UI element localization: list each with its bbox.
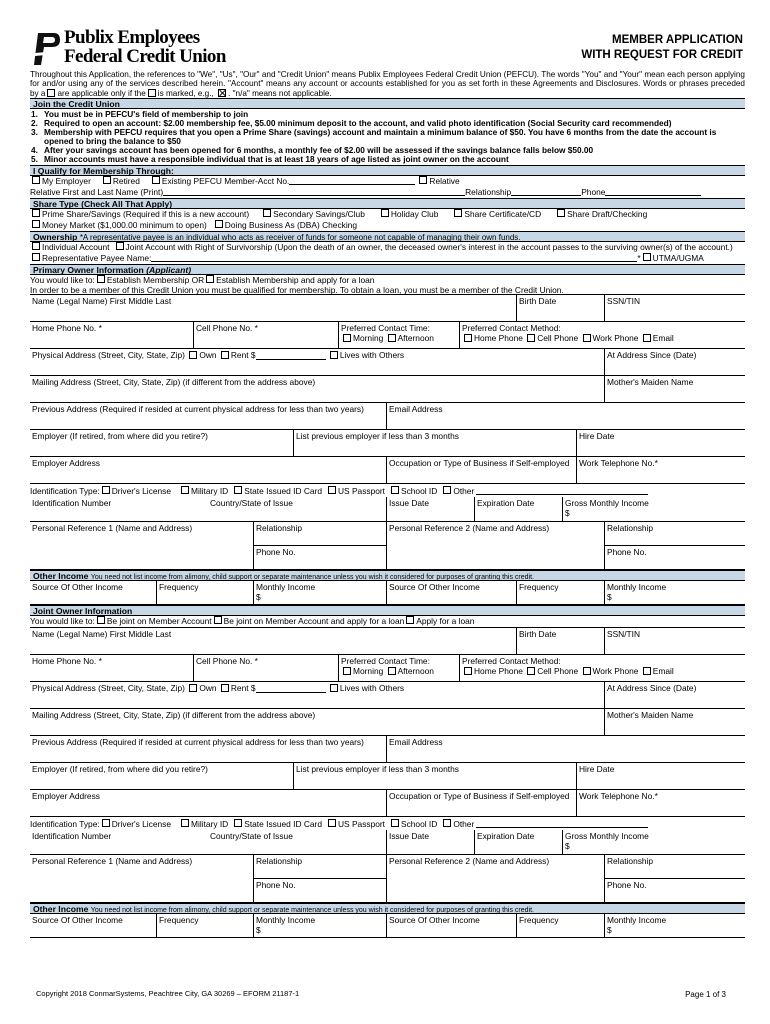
reference-1-field[interactable]: Personal Reference 1 (Name and Address): [32, 856, 193, 867]
other-income-grid-joint: [30, 914, 745, 938]
intro-text-3: is marked, e.g.,: [157, 88, 214, 98]
country-state-field[interactable]: Country/State of Issue: [210, 831, 293, 842]
utma-checkbox[interactable]: [643, 253, 651, 261]
employer-field[interactable]: Employer (If retired, from where did you retire?): [32, 764, 208, 775]
school-id-checkbox[interactable]: [391, 819, 399, 827]
frequency-field[interactable]: Frequency: [516, 581, 604, 604]
relative-name-field[interactable]: [163, 187, 465, 196]
passport-checkbox[interactable]: [328, 819, 336, 827]
source-income-field[interactable]: Source Of Other Income: [32, 582, 123, 593]
ownership-note: *A representative payee is an individual who acts as receiver of funds for someone not capable of managing their own funds.: [79, 233, 521, 243]
share-draft-label: Share Draft/Checking: [567, 209, 648, 220]
id-type-row: Identification Type: Driver's License Military ID State Issued ID Card US Passport School ID Other: [30, 486, 745, 497]
previous-address-field[interactable]: Previous Address (Required if resided at current physical address for less than two years): [32, 404, 364, 415]
email-address-field[interactable]: Email Address: [386, 736, 745, 762]
secondary-savings-checkbox[interactable]: [263, 209, 271, 217]
employer-address-row: [30, 457, 745, 484]
other-id-field[interactable]: [476, 819, 648, 828]
own-checkbox[interactable]: [189, 684, 197, 692]
physical-address-field[interactable]: Physical Address (Street, City, State, Zip) Own Rent $ Lives with Others: [32, 683, 405, 694]
home-phone-field[interactable]: Home Phone No. *: [32, 323, 102, 334]
cell-phone-field[interactable]: Cell Phone No. *: [193, 322, 338, 348]
relative-label: Relative: [429, 176, 460, 187]
ssn-field[interactable]: SSN/TIN: [604, 295, 745, 321]
physical-row: [30, 682, 745, 709]
id-number-field[interactable]: Identification Number: [32, 498, 112, 509]
section-other-income: Other Income You need not list income from alimony, child support or separate maintenance unless you wish it considered for purposes of granting this credit.: [30, 570, 745, 581]
reference-2-phone-field[interactable]: Phone No.: [607, 880, 647, 891]
id-number-field[interactable]: Identification Number: [32, 831, 112, 842]
reference-1-phone-field[interactable]: Phone No.: [256, 547, 296, 558]
prime-share-checkbox[interactable]: [32, 209, 40, 217]
existing-member-label: Existing PEFCU Member-Acct No.: [161, 176, 290, 187]
lives-with-checkbox[interactable]: [330, 684, 338, 692]
joint-and-loan-checkbox[interactable]: [214, 616, 222, 624]
employer-row: [30, 430, 745, 457]
share-row-1: [30, 209, 745, 220]
previous-row: [30, 403, 745, 430]
morning-checkbox[interactable]: [343, 334, 351, 342]
mailing-row: [30, 709, 745, 736]
physical-address-field[interactable]: Physical Address (Street, City, State, Zip) Own Rent $ Lives with Others: [32, 350, 405, 361]
contact-time-field: Preferred Contact Time: Morning Afternoon: [338, 322, 459, 348]
frequency-field[interactable]: Frequency: [156, 914, 253, 937]
holiday-club-checkbox[interactable]: [381, 209, 389, 217]
ownership-row-2: [30, 253, 745, 264]
ownership-row-1: [30, 242, 745, 253]
primary-would-like-row: You would like to: Establish Membership OR Establish Membership and apply for a loan: [30, 275, 375, 286]
reference-1-details: [253, 855, 386, 902]
source-income-field[interactable]: Source Of Other Income: [32, 915, 123, 926]
work-phone-field[interactable]: Work Telephone No.*: [576, 457, 745, 483]
drivers-license-checkbox[interactable]: [102, 819, 110, 827]
frequency-field[interactable]: Frequency: [516, 914, 604, 937]
individual-account-checkbox[interactable]: [32, 242, 40, 250]
logo-line-1: Publix Employees: [64, 27, 200, 48]
page-number: Page 1 of 3: [685, 990, 726, 999]
section-primary-owner: Primary Owner Information (Applicant): [30, 264, 745, 275]
email-checkbox[interactable]: [643, 667, 651, 675]
passport-checkbox[interactable]: [328, 486, 336, 494]
section-other-income-joint: Other Income You need not list income from alimony, child support or separate maintenance unless you wish it considered for purposes of granting this credit.: [30, 903, 745, 914]
work-phone-field[interactable]: Work Telephone No.*: [576, 790, 745, 816]
military-id-checkbox[interactable]: [181, 819, 189, 827]
money-market-label: Money Market ($1,000.00 minimum to open): [42, 220, 207, 231]
retired-label: Retired: [112, 176, 140, 187]
pefcu-logo-icon: [32, 31, 62, 67]
hire-date-field[interactable]: Hire Date: [576, 430, 745, 456]
reference-2-field[interactable]: Personal Reference 2 (Name and Address): [386, 522, 604, 569]
maiden-name-field[interactable]: Mother's Maiden Name: [604, 709, 745, 735]
dba-checking-checkbox[interactable]: [215, 220, 223, 228]
relationship-field[interactable]: [511, 187, 581, 196]
reference-2-relationship-field[interactable]: Relationship: [605, 855, 745, 879]
phone-field[interactable]: [605, 187, 701, 196]
section-qualify: I Qualify for Membership Through:: [30, 165, 745, 176]
reference-2-field[interactable]: Personal Reference 2 (Name and Address): [386, 855, 604, 902]
contact-time-field: Preferred Contact Time: Morning Afternoon: [338, 655, 459, 681]
hire-date-field[interactable]: Hire Date: [576, 763, 745, 789]
monthly-income-field[interactable]: Monthly Income $: [604, 914, 745, 937]
rent-checkbox[interactable]: [221, 351, 229, 359]
logo: [32, 28, 262, 70]
id-type-row: Identification Type: Driver's License Military ID State Issued ID Card US Passport School ID Other: [30, 819, 745, 830]
apply-loan-checkbox[interactable]: [406, 616, 414, 624]
mailing-row: [30, 376, 745, 403]
qualify-options-row: [30, 176, 745, 187]
other-id-field[interactable]: [476, 486, 648, 495]
existing-member-checkbox[interactable]: [152, 176, 160, 184]
work-phone-checkbox[interactable]: [583, 334, 591, 342]
phone-label: Phone: [581, 187, 606, 198]
relative-row: [30, 187, 745, 198]
other-income-grid: [30, 581, 745, 605]
dba-checking-label: Doing Business As (DBA) Checking: [224, 220, 357, 231]
other-id-checkbox[interactable]: [443, 819, 451, 827]
state-id-checkbox[interactable]: [234, 486, 242, 494]
money-market-checkbox[interactable]: [32, 220, 40, 228]
reference-1-relationship-field[interactable]: Relationship: [254, 855, 386, 879]
joint-owner-block: [30, 628, 745, 903]
section-ownership: [30, 231, 745, 242]
section-share-type: Share Type (Check All That Apply): [30, 198, 745, 209]
application-title: [581, 33, 743, 63]
previous-row: [30, 736, 745, 763]
list-item: 1. You must be in PEFCU's field of membership to join: [31, 109, 249, 120]
join-list: [30, 109, 745, 164]
phone-row: [30, 655, 745, 682]
work-phone-checkbox[interactable]: [583, 667, 591, 675]
copyright: Copyright 2018 ConmarSystems, Peachtree City, GA 30269 – EFORM 21187-1: [36, 989, 300, 998]
lives-with-checkbox[interactable]: [330, 351, 338, 359]
previous-employer-field[interactable]: List previous employer if less than 3 months: [293, 763, 576, 789]
form-page: [30, 28, 745, 938]
state-id-checkbox[interactable]: [234, 819, 242, 827]
previous-address-field[interactable]: Previous Address (Required if resided at current physical address for less than two years): [32, 737, 364, 748]
reference-1-relationship-field[interactable]: Relationship: [254, 522, 386, 546]
utma-label: UTMA/UGMA: [652, 253, 704, 264]
maiden-name-field[interactable]: Mother's Maiden Name: [604, 376, 745, 402]
ownership-title: Ownership: [33, 232, 78, 243]
title-line-2: WITH REQUEST FOR CREDIT: [581, 49, 743, 61]
logo-line-2: Federal Credit Union: [64, 46, 226, 67]
monthly-income-field[interactable]: Monthly Income $: [604, 581, 745, 604]
name-row: [30, 628, 745, 655]
secondary-savings-label: Secondary Savings/Club: [273, 209, 365, 220]
joint-member-checkbox[interactable]: [97, 616, 105, 624]
employer-row: [30, 763, 745, 790]
cell-phone-field[interactable]: Cell Phone No. *: [193, 655, 338, 681]
monthly-income-field[interactable]: Monthly Income $: [253, 914, 386, 937]
share-draft-checkbox[interactable]: [557, 209, 565, 217]
home-phone-field[interactable]: Home Phone No. *: [32, 656, 102, 667]
footer: [36, 990, 726, 999]
id-number-row: [30, 497, 745, 522]
at-address-since-field[interactable]: At Address Since (Date): [604, 349, 745, 375]
list-item: opened to bring the balance to $50: [44, 136, 181, 147]
occupation-field[interactable]: Occupation or Type of Business if Self-employed: [386, 457, 576, 483]
holiday-club-label: Holiday Club: [390, 209, 439, 220]
retired-checkbox[interactable]: [103, 176, 111, 184]
email-checkbox[interactable]: [643, 334, 651, 342]
source-income-field[interactable]: Source Of Other Income: [386, 581, 516, 604]
employer-address-field[interactable]: Employer Address: [32, 791, 100, 802]
source-income-field[interactable]: Source Of Other Income: [386, 914, 516, 937]
reference-2-details: [604, 855, 745, 902]
list-item: 5. Minor accounts must have a responsible individual that is at least 18 years of age listed as joint owner on the account: [31, 154, 509, 165]
list-item: 3. Membership with PEFCU requires that you open a Prime Share (savings) account and maintain a minimum balance of $50. You have 6 months from the date the account is: [31, 127, 717, 138]
intro-paragraph: [30, 70, 745, 98]
joint-would-like-row: You would like to: Be joint on Member Account Be joint on Member Account and apply for a loan Apply for a loan: [30, 616, 745, 628]
intro-text-2: are applicable only if the: [57, 88, 146, 98]
rep-payee-field[interactable]: [151, 253, 637, 262]
gross-income-field[interactable]: Gross Monthly Income $: [562, 497, 745, 521]
school-id-checkbox[interactable]: [391, 486, 399, 494]
id-number-row: [30, 830, 745, 855]
establish-and-loan-checkbox[interactable]: [206, 275, 214, 283]
mailing-address-field[interactable]: Mailing Address (Street, City, State, Zip) (if different from the address above): [32, 710, 316, 721]
name-row: [30, 295, 745, 322]
list-item: 2. Required to open an account: $2.00 membership fee, $5.00 minimum deposit to the account, and valid photo identification (Social Security card recommended): [31, 118, 672, 129]
afternoon-checkbox[interactable]: [388, 667, 396, 675]
cell-phone-checkbox[interactable]: [527, 667, 535, 675]
phone-row: [30, 322, 745, 349]
intro-text-4: . "n/a" means not applicable.: [228, 88, 332, 98]
prime-share-label: Prime Share/Savings (Required if this is a new account): [42, 209, 250, 220]
country-state-field[interactable]: Country/State of Issue: [210, 498, 293, 509]
example-checkbox-icon: [148, 89, 156, 97]
issue-date-field[interactable]: Issue Date: [386, 830, 474, 854]
at-address-since-field[interactable]: At Address Since (Date): [604, 682, 745, 708]
reference-row: [30, 522, 745, 570]
email-address-field[interactable]: Email Address: [386, 403, 745, 429]
reference-2-relationship-field[interactable]: Relationship: [605, 522, 745, 546]
joint-account-checkbox[interactable]: [116, 242, 124, 250]
employer-field[interactable]: Employer (If retired, from where did you retire?): [32, 431, 208, 442]
monthly-income-field[interactable]: Monthly Income $: [253, 581, 386, 604]
rep-payee-label: Representative Payee Name:: [42, 253, 152, 264]
relative-checkbox[interactable]: [419, 176, 427, 184]
relative-name-label: Relative First and Last Name (Print): [30, 187, 164, 198]
list-item: 4. After your savings account has been opened for 6 months, a monthly fee of $2.00 will be assessed if the savings balance falls below $50.00: [31, 145, 594, 156]
primary-owner-block: [30, 295, 745, 570]
gross-income-field[interactable]: Gross Monthly Income $: [562, 830, 745, 854]
contact-method-field: Preferred Contact Method: Home Phone Cell Phone Work Phone Email: [459, 655, 745, 681]
intro-text-1: Throughout this Application, the references to "We", "Us", "Our" and "Credit Union" means Publix Employees Federal Credit Union (PEFCU). The words "You" and "Your" mean each person applying for and/or using any of the services described herein. "Account" means any account or accounts established for you as set forth in these Agreements and Disclosures. Words or phrases preceded by a: [30, 70, 745, 98]
rep-payee-checkbox[interactable]: [32, 253, 40, 261]
joint-account-label: Joint Account with Right of Survivorship (Upon the death of an owner, the deceased owner's interest in the account passes to the surviving owner(s) of the account.): [125, 242, 733, 253]
header: [30, 28, 745, 70]
home-phone-checkbox[interactable]: [464, 667, 472, 675]
morning-checkbox[interactable]: [343, 667, 351, 675]
my-employer-label: My Employer: [42, 176, 91, 187]
example-checkbox-icon: [47, 89, 55, 97]
share-row-2: [30, 220, 745, 231]
other-id-checkbox[interactable]: [443, 486, 451, 494]
expiration-date-field[interactable]: Expiration Date: [474, 830, 562, 854]
section-joint-owner: Joint Owner Information: [30, 605, 745, 616]
home-phone-checkbox[interactable]: [464, 334, 472, 342]
birth-date-field[interactable]: Birth Date: [516, 295, 604, 321]
membership-note: In order to be a member of this Credit Union you must be qualified for membership. To obtain a loan, you must be a member of the Credit Union.: [30, 285, 745, 295]
military-id-checkbox[interactable]: [181, 486, 189, 494]
cell-phone-checkbox[interactable]: [527, 334, 535, 342]
section-join: Join the Credit Union: [30, 98, 745, 109]
contact-method-field: Preferred Contact Method: Home Phone Cell Phone Work Phone Email: [459, 322, 745, 348]
checked-box-icon: [218, 89, 226, 97]
name-field[interactable]: Name (Legal Name) First Middle Last: [32, 296, 172, 307]
expiration-date-field[interactable]: Expiration Date: [474, 497, 562, 521]
share-certificate-checkbox[interactable]: [454, 209, 462, 217]
rent-checkbox[interactable]: [221, 684, 229, 692]
name-field[interactable]: Name (Legal Name) First Middle Last: [32, 629, 172, 640]
employer-address-field[interactable]: Employer Address: [32, 458, 100, 469]
reference-row: [30, 855, 745, 903]
my-employer-checkbox[interactable]: [32, 176, 40, 184]
reference-2-details: [604, 522, 745, 569]
drivers-license-checkbox[interactable]: [102, 486, 110, 494]
employer-address-row: [30, 790, 745, 817]
afternoon-checkbox[interactable]: [388, 334, 396, 342]
mailing-address-field[interactable]: Mailing Address (Street, City, State, Zip) (if different from the address above): [32, 377, 316, 388]
reference-1-phone-field[interactable]: Phone No.: [256, 880, 296, 891]
birth-date-field[interactable]: Birth Date: [516, 628, 604, 654]
establish-membership-checkbox[interactable]: [97, 275, 105, 283]
reference-1-field[interactable]: Personal Reference 1 (Name and Address): [32, 523, 193, 534]
individual-account-label: Individual Account: [42, 242, 110, 253]
previous-employer-field[interactable]: List previous employer if less than 3 months: [293, 430, 576, 456]
ssn-field[interactable]: SSN/TIN: [604, 628, 745, 654]
issue-date-field[interactable]: Issue Date: [386, 497, 474, 521]
physical-row: [30, 349, 745, 376]
frequency-field[interactable]: Frequency: [156, 581, 253, 604]
reference-1-details: [253, 522, 386, 569]
occupation-field[interactable]: Occupation or Type of Business if Self-employed: [386, 790, 576, 816]
relationship-label: Relationship: [465, 187, 512, 198]
reference-2-phone-field[interactable]: Phone No.: [607, 547, 647, 558]
own-checkbox[interactable]: [189, 351, 197, 359]
member-acct-field[interactable]: [289, 176, 415, 185]
star-mark: *: [637, 253, 641, 264]
share-certificate-label: Share Certificate/CD: [464, 209, 542, 220]
title-line-1: MEMBER APPLICATION: [612, 34, 743, 46]
